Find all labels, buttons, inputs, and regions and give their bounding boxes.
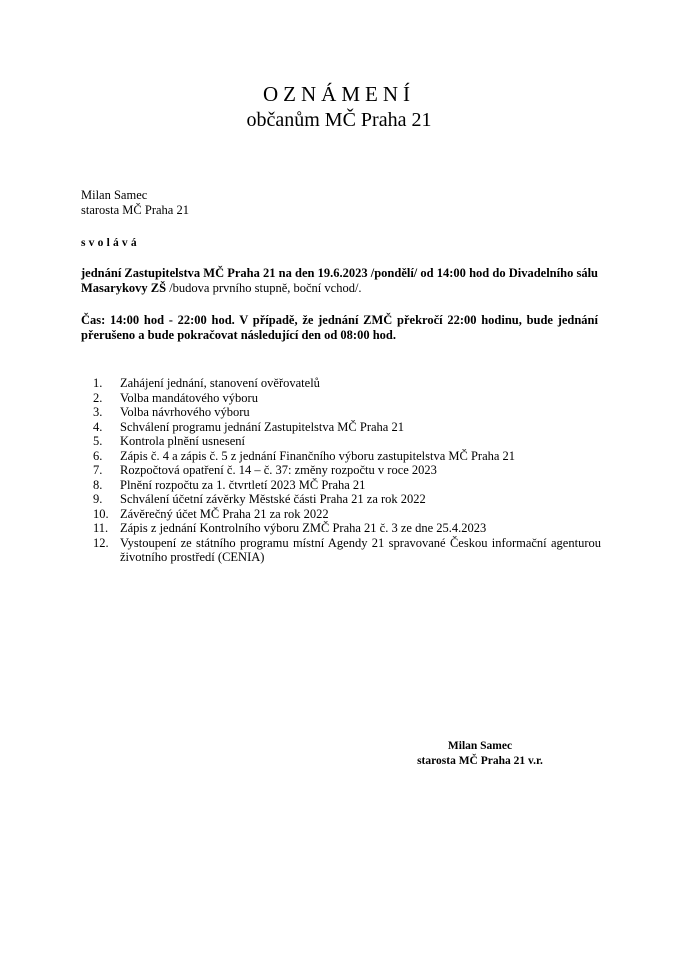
- agenda-item-number: 1.: [93, 376, 103, 390]
- meeting-details: jednání Zastupitelstva MČ Praha 21 na den 19.6.2023 /pondělí/ od 14:00 hod do Divadelního sálu Masarykovy ZŠ: [81, 266, 598, 295]
- agenda-item-number: 12.: [93, 535, 109, 550]
- convenes-heading: svolává: [81, 237, 140, 249]
- agenda-item-text: Volba mandátového výboru: [120, 390, 258, 405]
- agenda-item-number: 5.: [93, 434, 103, 448]
- agenda-item-text: Závěrečný účet MČ Praha 21 za rok 2022: [120, 506, 329, 521]
- agenda-item: [93, 434, 601, 449]
- agenda-item-number: 2.: [93, 390, 103, 405]
- agenda-item-text: Zápis z jednání Kontrolního výboru ZMČ Praha 21 č. 3 ze dne 25.4.2023: [120, 521, 487, 535]
- signature-role: starosta MČ Praha 21 v.r.: [417, 755, 543, 767]
- agenda-item: [93, 376, 601, 391]
- page-title: OZNÁMENÍ: [263, 82, 415, 106]
- time-note: Čas: 14:00 hod - 22:00 hod. V případě, že jednání ZMČ překročí 22:00 hodinu, bude jednání přerušeno a bude pokračovat následující den od 08:00 hod.: [81, 313, 598, 342]
- agenda-item: [93, 463, 601, 478]
- agenda-item-text: Plnění rozpočtu za 1. čtvrtletí 2023 MČ Praha 21: [120, 477, 366, 492]
- agenda-item-number: 8.: [93, 477, 103, 492]
- agenda-item: [93, 521, 601, 536]
- agenda-item-number: 11.: [93, 521, 109, 535]
- agenda-item-text: Kontrola plnění usnesení: [120, 434, 245, 448]
- signature-name: Milan Samec: [447, 740, 513, 752]
- agenda-item: [93, 478, 601, 493]
- agenda-item-text: Zahájení jednání, stanovení ověřovatelů: [120, 376, 320, 390]
- agenda-item: [93, 492, 601, 507]
- agenda-item-number: 4.: [93, 419, 103, 434]
- meeting-location-note: /budova prvního stupně, boční vchod/.: [166, 281, 362, 295]
- agenda-item: [93, 391, 601, 406]
- agenda-item-text: Schválení programu jednání Zastupitelstva MČ Praha 21: [120, 419, 404, 434]
- agenda-item-number: 10.: [93, 506, 109, 521]
- agenda-item-text: Zápis č. 4 a zápis č. 5 z jednání Finančního výboru zastupitelstva MČ Praha 21: [120, 448, 516, 463]
- agenda-item: [93, 536, 601, 565]
- page-subtitle: občanům MČ Praha 21: [246, 109, 432, 131]
- agenda-item-number: 3.: [93, 405, 103, 419]
- sender-name: Milan Samec: [81, 188, 148, 202]
- agenda-item-number: 9.: [93, 492, 103, 506]
- agenda-item-number: 6.: [93, 448, 103, 463]
- agenda-item-number: 7.: [93, 463, 103, 477]
- agenda-item-text: Rozpočtová opatření č. 14 – č. 37: změny rozpočtu v roce 2023: [120, 463, 437, 477]
- agenda-item-text: Vystoupení ze státního programu místní Agendy 21 spravované Českou informační agenturou životního prostředí (CENIA): [120, 535, 601, 564]
- meeting-paragraph: [81, 266, 598, 296]
- agenda-item-text: Volba návrhového výboru: [120, 405, 250, 419]
- agenda-item: [93, 449, 601, 464]
- agenda-item-text: Schválení účetní závěrky Městské části Praha 21 za rok 2022: [120, 492, 426, 506]
- agenda-item: [93, 420, 601, 435]
- agenda-item: [93, 405, 601, 420]
- agenda-item: [93, 507, 601, 522]
- sender-role: starosta MČ Praha 21: [81, 203, 189, 217]
- agenda-list: [93, 376, 601, 565]
